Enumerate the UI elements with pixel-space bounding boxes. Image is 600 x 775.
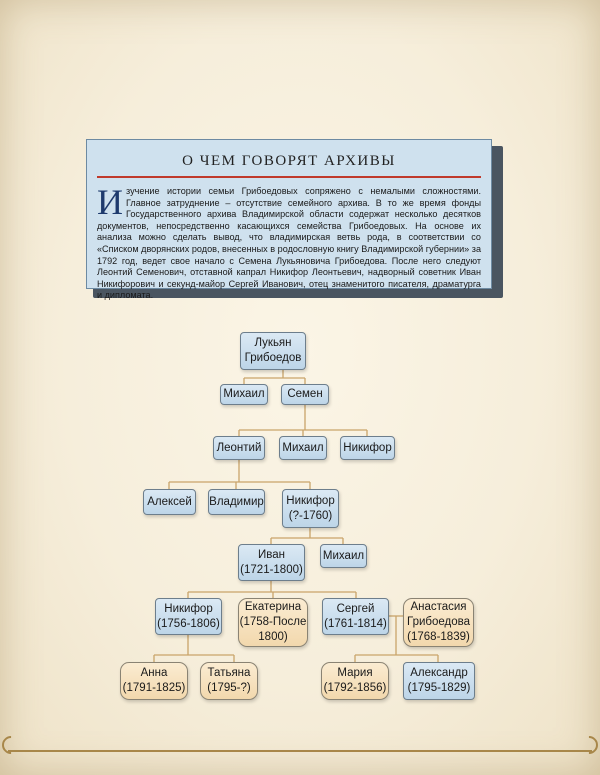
node-nikifor-gen4: Никифор (?-1760) [282,489,339,528]
node-semen: Семен [281,384,329,405]
node-mikhail-gen2: Михаил [220,384,268,405]
node-sergey: Сергей (1761-1814) [322,598,389,635]
connector-leontiy-children [169,460,310,489]
node-lukyan-griboedov: Лукьян Грибоедов [240,332,306,370]
node-mikhail-gen5: Михаил [320,544,367,568]
node-nikifor-gen3: Никифор [340,436,395,460]
node-leontiy: Леонтий [213,436,265,460]
node-aleksandr: Александр (1795-1829) [403,662,475,700]
node-ekaterina: Екатерина (1758-После 1800) [238,598,308,647]
drop-cap: И [97,182,123,222]
node-anna: Анна (1791-1825) [120,662,188,700]
info-text: зучение истории семьи Грибоедовых сопряжено с немалыми сложностями. Главное затруднение – отсутствие семейного архива. В то же время фонды Государственного архива Владимирской области содержат несколько десятков документов, непосредственно касающихся семейства Грибоедовых. На основе их анализа можно сделать вывод, что владимирская ветвь рода, в соответствии со «Списком дворянских родов, внесенных в родословную книгу Владимирской губернии» за 1792 год, ведет свое начало с Семена Лукьяновича Грибоедова. После него следуют Леонтий Семенович, отставной капрал Никифор Леонтьевич, надворный советник Иван Никифорович и секунд-майор Сергей Иванович, отец знаменитого писателя, драматурга и дипломата. [97,186,481,301]
node-vladimir: Владимир [208,489,265,515]
connector-lukyan-children [244,370,305,385]
connector-semen-children [239,405,367,436]
node-anastasia: Анастасия Грибоедова (1768-1839) [403,598,474,647]
connector-nikifor-daughters [154,635,234,662]
info-title: О ЧЕМ ГОВОРЯТ АРХИВЫ [182,153,396,169]
node-aleksey: Алексей [143,489,196,515]
node-tatyana: Татьяна (1795-?) [200,662,258,700]
connector-ivan-children [188,581,356,598]
node-ivan: Иван (1721-1800) [238,544,305,581]
connector-nikifor-children [271,528,343,544]
node-mikhail-gen3: Михаил [279,436,327,460]
node-maria: Мария (1792-1856) [321,662,389,700]
node-nikifor-gen6: Никифор (1756-1806) [155,598,222,635]
